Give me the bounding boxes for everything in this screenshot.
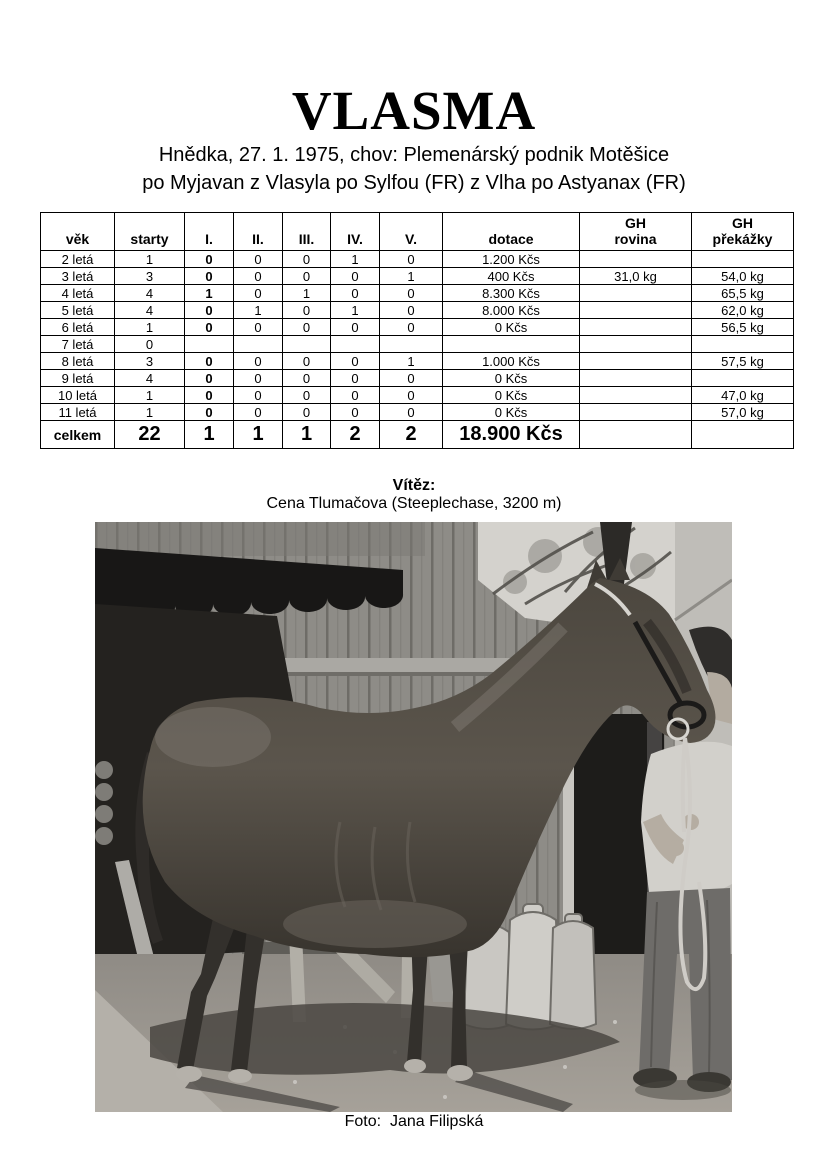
cell-starty: 0 xyxy=(115,336,185,353)
cell-starty: 1 xyxy=(115,404,185,421)
column-header-dotace: dotace xyxy=(443,213,580,251)
cell-vek: 3 letá xyxy=(41,268,115,285)
pedigree-line-1: Hnědka, 27. 1. 1975, chov: Plemenárský podnik Motěšice xyxy=(158,144,670,166)
cell-place2 xyxy=(234,336,283,353)
cell-place4: 0 xyxy=(331,353,380,370)
page-title: VLASMA xyxy=(291,79,537,141)
column-header-starty: starty xyxy=(115,213,185,251)
table-row xyxy=(41,251,794,268)
column-header-place3: III. xyxy=(283,213,331,251)
table-row xyxy=(41,302,794,319)
cell-place2: 1 xyxy=(234,421,283,449)
cell-place3: 0 xyxy=(283,319,331,336)
pedigree-block xyxy=(0,141,828,197)
cell-gh-rovina xyxy=(580,353,692,370)
table-row xyxy=(41,370,794,387)
cell-vek: 9 letá xyxy=(41,370,115,387)
cell-starty: 1 xyxy=(115,319,185,336)
cell-vek: 11 letá xyxy=(41,404,115,421)
cell-place4: 0 xyxy=(331,404,380,421)
cell-place3: 0 xyxy=(283,268,331,285)
cell-place4 xyxy=(331,336,380,353)
cell-place1: 1 xyxy=(185,285,234,302)
cell-place5: 0 xyxy=(380,404,443,421)
cell-place5: 2 xyxy=(380,421,443,449)
cell-place5 xyxy=(380,336,443,353)
cell-starty: 1 xyxy=(115,251,185,268)
cell-place5: 0 xyxy=(380,285,443,302)
cell-place3 xyxy=(283,336,331,353)
cell-place3: 0 xyxy=(283,302,331,319)
cell-vek: celkem xyxy=(41,421,115,449)
cell-starty: 4 xyxy=(115,370,185,387)
cell-gh-prekazky: 47,0 kg xyxy=(692,387,794,404)
cell-gh-rovina xyxy=(580,285,692,302)
cell-dotace: 1.000 Kčs xyxy=(443,353,580,370)
cell-starty: 3 xyxy=(115,268,185,285)
cell-place5: 1 xyxy=(380,353,443,370)
cell-place3: 0 xyxy=(283,387,331,404)
cell-gh-rovina xyxy=(580,421,692,449)
cell-gh-rovina xyxy=(580,387,692,404)
horse-photo-illustration xyxy=(95,522,732,1112)
cell-place1: 0 xyxy=(185,302,234,319)
cell-vek: 4 letá xyxy=(41,285,115,302)
cell-place2: 0 xyxy=(234,319,283,336)
cell-gh-rovina xyxy=(580,370,692,387)
cell-place2: 0 xyxy=(234,353,283,370)
cell-place1: 0 xyxy=(185,353,234,370)
cell-dotace: 1.200 Kčs xyxy=(443,251,580,268)
cell-place3: 0 xyxy=(283,353,331,370)
table-row xyxy=(41,319,794,336)
cell-place2: 0 xyxy=(234,404,283,421)
cell-gh-prekazky xyxy=(692,336,794,353)
cell-place4: 0 xyxy=(331,285,380,302)
cell-starty: 1 xyxy=(115,387,185,404)
cell-place5: 0 xyxy=(380,302,443,319)
cell-gh-rovina xyxy=(580,404,692,421)
cell-gh-prekazky xyxy=(692,251,794,268)
cell-place4: 1 xyxy=(331,302,380,319)
cell-place2: 0 xyxy=(234,285,283,302)
column-header-rovina-label: rovina xyxy=(614,231,657,247)
column-header-vek: věk xyxy=(41,213,115,251)
table-row xyxy=(41,387,794,404)
cell-starty: 3 xyxy=(115,353,185,370)
cell-place2: 0 xyxy=(234,251,283,268)
cell-dotace: 8.300 Kčs xyxy=(443,285,580,302)
cell-place1: 0 xyxy=(185,319,234,336)
cell-dotace: 0 Kčs xyxy=(443,387,580,404)
cell-place1: 0 xyxy=(185,387,234,404)
column-header-place4: IV. xyxy=(331,213,380,251)
cell-place3: 0 xyxy=(283,404,331,421)
cell-gh-rovina xyxy=(580,251,692,268)
cell-gh-rovina xyxy=(580,319,692,336)
cell-vek: 6 letá xyxy=(41,319,115,336)
cell-place3: 0 xyxy=(283,370,331,387)
cell-place1 xyxy=(185,336,234,353)
cell-place2: 1 xyxy=(234,302,283,319)
pedigree-line-2: po Myjavan z Vlasyla po Sylfou (FR) z Vlha po Astyanax (FR) xyxy=(142,172,686,194)
cell-place4: 0 xyxy=(331,319,380,336)
total-row xyxy=(41,421,794,449)
cell-place1: 1 xyxy=(185,421,234,449)
cell-place4: 0 xyxy=(331,387,380,404)
table-row xyxy=(41,285,794,302)
cell-gh-prekazky xyxy=(692,370,794,387)
cell-starty: 22 xyxy=(115,421,185,449)
table-row xyxy=(41,268,794,285)
table-header-row xyxy=(41,213,794,251)
cell-gh-prekazky: 65,5 kg xyxy=(692,285,794,302)
photo-caption: Foto: Jana Filipská xyxy=(344,1113,484,1130)
cell-gh-rovina xyxy=(580,336,692,353)
cell-place5: 0 xyxy=(380,319,443,336)
cell-vek: 2 letá xyxy=(41,251,115,268)
column-header-gh-top: GH xyxy=(625,215,646,231)
column-header-prekazky-label: překážky xyxy=(712,231,773,247)
cell-gh-prekazky: 57,5 kg xyxy=(692,353,794,370)
cell-place3: 1 xyxy=(283,421,331,449)
winner-label: Vítěz: xyxy=(392,477,436,494)
cell-gh-prekazky: 62,0 kg xyxy=(692,302,794,319)
cell-gh-rovina: 31,0 kg xyxy=(580,268,692,285)
cell-dotace xyxy=(443,336,580,353)
cell-place4: 2 xyxy=(331,421,380,449)
cell-dotace: 400 Kčs xyxy=(443,268,580,285)
cell-place1: 0 xyxy=(185,251,234,268)
cell-place5: 0 xyxy=(380,251,443,268)
cell-starty: 4 xyxy=(115,285,185,302)
cell-place4: 1 xyxy=(331,251,380,268)
column-header-gh-top: GH xyxy=(732,215,753,231)
cell-place3: 0 xyxy=(283,251,331,268)
column-header-place5: V. xyxy=(380,213,443,251)
winner-race: Cena Tlumačova (Steeplechase, 3200 m) xyxy=(266,495,562,512)
cell-dotace: 8.000 Kčs xyxy=(443,302,580,319)
cell-place1: 0 xyxy=(185,370,234,387)
cell-place2: 0 xyxy=(234,370,283,387)
race-record-table xyxy=(40,212,794,449)
cell-place4: 0 xyxy=(331,370,380,387)
cell-vek: 7 letá xyxy=(41,336,115,353)
cell-place1: 0 xyxy=(185,268,234,285)
cell-place5: 0 xyxy=(380,387,443,404)
cell-gh-prekazky: 57,0 kg xyxy=(692,404,794,421)
column-header-place2: II. xyxy=(234,213,283,251)
cell-gh-prekazky xyxy=(692,421,794,449)
table-row xyxy=(41,404,794,421)
cell-vek: 8 letá xyxy=(41,353,115,370)
cell-place1: 0 xyxy=(185,404,234,421)
cell-dotace: 0 Kčs xyxy=(443,319,580,336)
cell-place4: 0 xyxy=(331,268,380,285)
cell-place5: 1 xyxy=(380,268,443,285)
table-body xyxy=(41,251,794,449)
cell-dotace: 0 Kčs xyxy=(443,370,580,387)
cell-vek: 5 letá xyxy=(41,302,115,319)
table-row xyxy=(41,353,794,370)
cell-gh-rovina xyxy=(580,302,692,319)
cell-vek: 10 letá xyxy=(41,387,115,404)
cell-dotace: 18.900 Kčs xyxy=(443,421,580,449)
column-header-place1: I. xyxy=(185,213,234,251)
cell-place2: 0 xyxy=(234,387,283,404)
cell-place2: 0 xyxy=(234,268,283,285)
winner-block xyxy=(0,477,828,513)
horse-photo xyxy=(95,522,732,1112)
cell-dotace: 0 Kčs xyxy=(443,404,580,421)
cell-place5: 0 xyxy=(380,370,443,387)
cell-gh-prekazky: 54,0 kg xyxy=(692,268,794,285)
column-header-gh-prekazky xyxy=(692,213,794,251)
cell-place3: 1 xyxy=(283,285,331,302)
cell-gh-prekazky: 56,5 kg xyxy=(692,319,794,336)
column-header-gh-rovina xyxy=(580,213,692,251)
cell-starty: 4 xyxy=(115,302,185,319)
table-row xyxy=(41,336,794,353)
